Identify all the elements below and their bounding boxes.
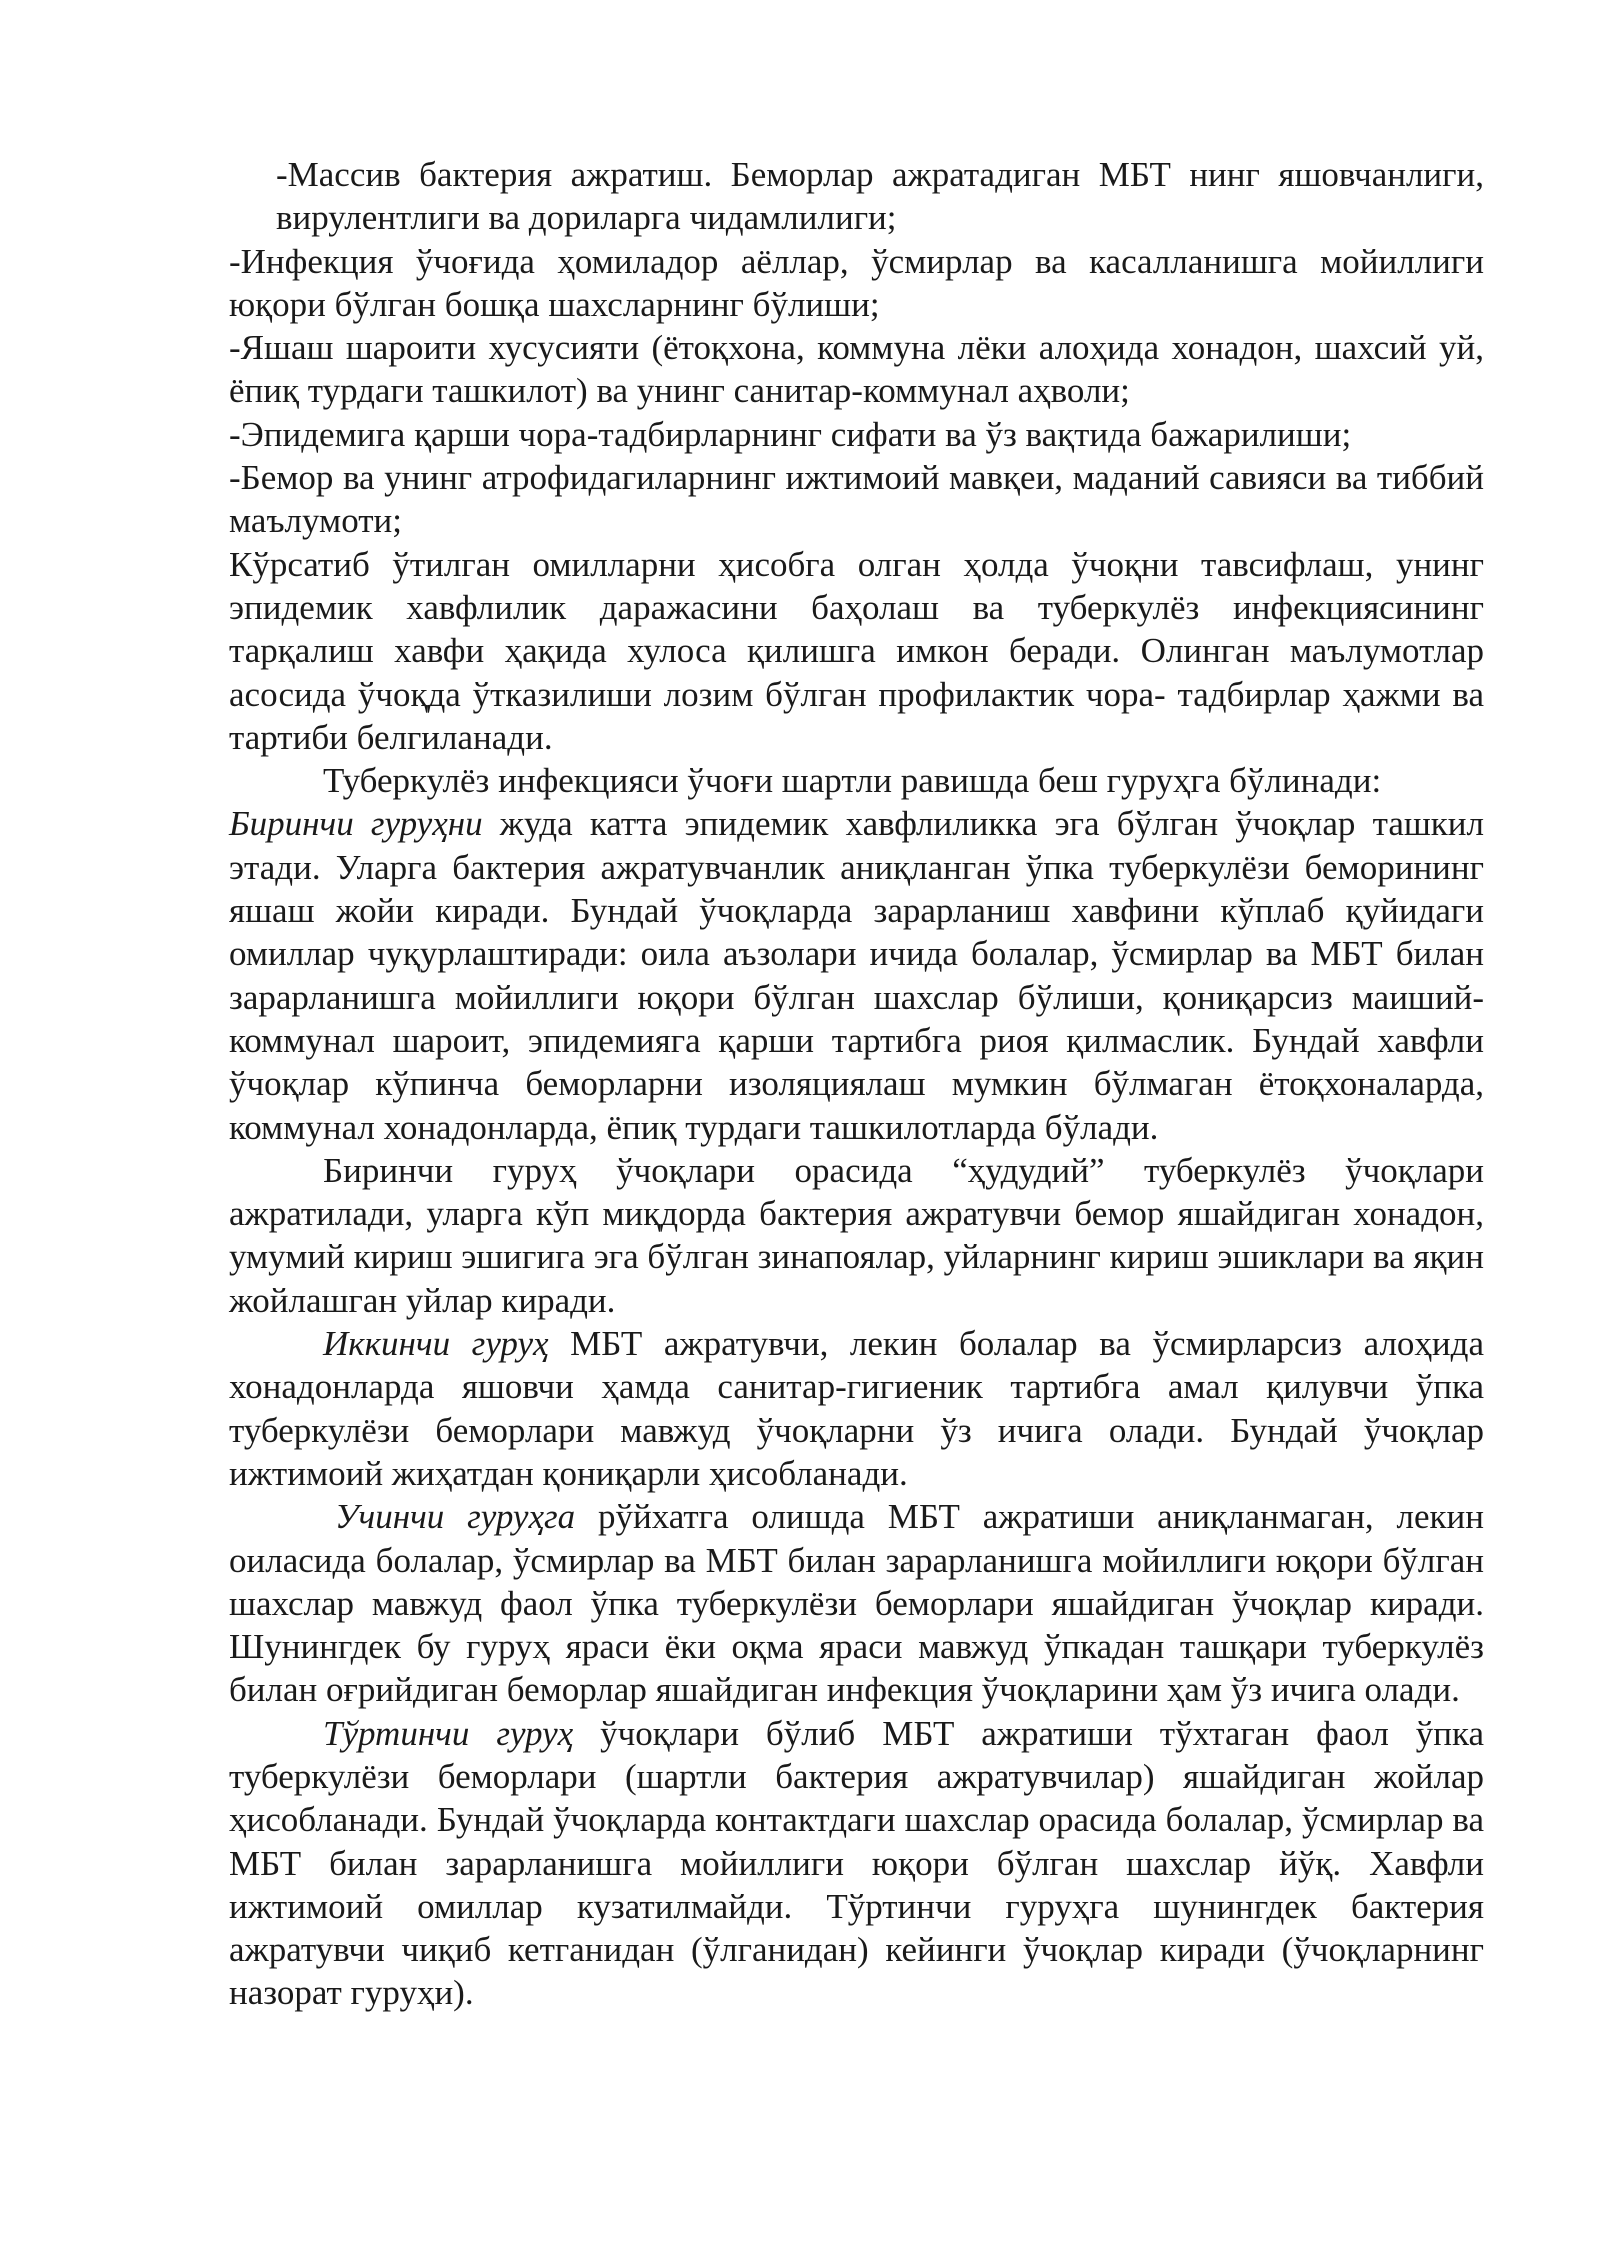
- paragraph-massive-excretion: -Массив бактерия ажратиш. Беморлар ажратадиган МБТ нинг яшовчанлиги, вирулентлиги ва дориларга чидамлилиги;: [276, 155, 1484, 238]
- paragraph-social-status: -Бемор ва унинг атрофидагиларнинг ижтимоий мавқеи, маданий савияси ва тиббий маълумоти;: [229, 458, 1484, 541]
- paragraph-group-two: [229, 1322, 1484, 1495]
- paragraph-antiepidemic-measures: -Эпидемига қарши чора-тадбирларнинг сифати ва ўз вақтида бажарилиши;: [229, 414, 1352, 454]
- group-two-lead: Иккинчи гуруҳ: [323, 1324, 549, 1364]
- document-page: [229, 153, 1484, 2015]
- paragraph-territorial-foci: Биринчи гуруҳ ўчоқлари орасида “ҳудудий” туберкулёз ўчоқлари ажратилади, уларга кўп миқдорда бактерия ажратувчи бемор яшайдиган хонадон, умумий кириш эшигига эга бўлган зинапоялар, уйларнинг кириш эшиклари ва яқин жойлашган уйлар киради.: [229, 1150, 1484, 1320]
- paragraph-focus-assessment: Кўрсатиб ўтилган омилларни ҳисобга олган ҳолда ўчоқни тавсифлаш, унинг эпидемик хавфлилик даражасини баҳолаш ва туберкулёз инфекциясининг тарқалиш хавфи ҳақида хулоса қилишга имкон беради. Олинган маълумотлар асосида ўчоқда ўтказилиши лозим бўлган профилактик чора- тадбирлар ҳажми ва тартиби белгиланади.: [229, 544, 1484, 757]
- paragraph-group-one: [229, 802, 1484, 1148]
- paragraph-five-groups-intro: Туберкулёз инфекцияси ўчоғи шартли равишда беш гуруҳга бўлинади:: [323, 761, 1382, 801]
- group-two-body: МБТ ажратувчи, лекин болалар ва ўсмирларсиз алоҳида хонадонларда яшовчи ҳамда санитар-гигиеник тартибга амал қилувчи ўпка туберкулёзи беморлари мавжуд ўчоқларни ўз ичига олади. Бундай ўчоқлар ижтимоий жиҳатдан қониқарли ҳисобланади.: [229, 1324, 1484, 1493]
- group-one-lead: Биринчи гуруҳни: [229, 804, 483, 844]
- paragraph-group-four: [229, 1712, 1484, 2015]
- group-three-lead: Учинчи гуруҳга: [335, 1497, 576, 1537]
- paragraph-living-conditions: -Яшаш шароити хусусияти (ётоқхона, коммуна лёки алоҳида хонадон, шахсий уй, ёпиқ турдаги ташкилот) ва унинг санитар-коммунал аҳволи;: [229, 328, 1484, 411]
- group-one-body: жуда катта эпидемик хавфлиликка эга бўлган ўчоқлар ташкил этади. Уларга бактерия ажратувчанлик аниқланган ўпка туберкулёзи беморининг яшаш жойи киради. Бундай ўчоқларда зарарланиш хавфини кўплаб қуйидаги омиллар чуқурлаштиради: оила аъзолари ичида болалар, ўсмирлар ва МБТ билан зарарланишга мойиллиги юқори бўлган шахслар бўлиши, қониқарсиз маиший-коммунал шароит, эпидемияга қарши тартибга риоя қилмаслик. Бундай хавфли ўчоқлар кўпинча беморларни изоляциялаш мумкин бўлмаган ётоқхоналарда, коммунал хонадонларда, ёпиқ турдаги ташкилотларда бўлади.: [229, 804, 1485, 1147]
- group-three-body: рўйхатга олишда МБТ ажратиши аниқланмаган, лекин оиласида болалар, ўсмирлар ва МБТ билан зарарланишга мойиллиги юқори бўлган шахслар мавжуд фаол ўпка туберкулёзи беморлари яшайдиган ўчоқлар киради. Шунингдек бу гуруҳ яраси ёки оқма яраси мавжуд ўпкадан ташқари туберкулёз билан оғрийдиган беморлар яшайдиган инфекция ўчоқларини ҳам ўз ичига олади.: [229, 1497, 1484, 1710]
- paragraph-group-three: [229, 1495, 1484, 1711]
- paragraph-pregnant-women: -Инфекция ўчоғида ҳомиладор аёллар, ўсмирлар ва касалланишга мойиллиги юқори бўлган бошқа шахсларнинг бўлиши;: [229, 241, 1484, 324]
- group-four-body: ўчоқлари бўлиб МБТ ажратиши тўхтаган фаол ўпка туберкулёзи беморлари (шартли бактерия ажратувчилар) яшайдиган жойлар ҳисобланади. Бундай ўчоқларда контактдаги шахслар орасида болалар, ўсмирлар ва МБТ билан зарарланишга мойиллиги юқори бўлган шахслар йўқ. Хавфли ижтимоий омиллар кузатилмайди. Тўртинчи гуруҳга шунингдек бактерия ажратувчи чиқиб кетганидан (ўлганидан) кейинги ўчоқлар киради (ўчоқларнинг назорат гуруҳи).: [229, 1713, 1484, 2013]
- group-four-lead: Тўртинчи гуруҳ: [323, 1713, 574, 1753]
